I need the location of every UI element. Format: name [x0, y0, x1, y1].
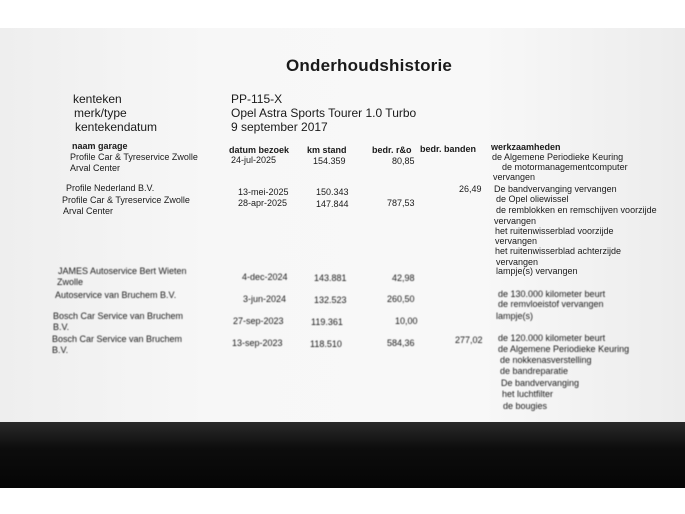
row-date: 27-sep-2023	[233, 316, 284, 326]
row-ro: 260,50	[387, 294, 415, 304]
row-work-line: de nokkenasverstelling	[500, 355, 592, 365]
row-garage-line: Profile Car & Tyreservice Zwolle	[70, 152, 198, 162]
row-work-line: het luchtfilter	[502, 389, 554, 399]
row-date: 28-apr-2025	[238, 198, 288, 208]
row-date: 13-mei-2025	[238, 187, 289, 197]
row-ro: 80,85	[392, 156, 415, 166]
row-garage-line: Arval Center	[63, 206, 114, 216]
row-ro: 584,36	[387, 338, 415, 348]
row-garage-line: Arval Center	[70, 163, 121, 173]
row-work-line: de 120.000 kilometer beurt	[498, 333, 606, 343]
document-page	[0, 28, 685, 428]
row-work-line: De bandvervanging vervangen	[494, 184, 617, 194]
row-work-line: de bougies	[503, 401, 548, 411]
label-kenteken: kenteken	[73, 92, 122, 106]
page-title: Onderhoudshistorie	[286, 56, 453, 75]
row-garage-line: Zwolle	[57, 277, 84, 287]
value-kenteken: PP-115-X	[231, 92, 283, 106]
label-kentekendatum: kentekendatum	[75, 120, 158, 134]
row-work-line: de Algemene Periodieke Keuring	[498, 344, 630, 354]
row-work-line: vervangen	[496, 257, 539, 267]
row-work-line: het ruitenwisserblad achterzijde	[495, 246, 622, 256]
row-date: 4-dec-2024	[242, 272, 288, 282]
row-work-line: lampje(s) vervangen	[496, 266, 578, 276]
row-garage-line: Profile Car & Tyreservice Zwolle	[62, 195, 190, 205]
row-work-line: de motormanagementcomputer	[502, 162, 628, 172]
row-work-line: de Opel oliewissel	[496, 194, 569, 204]
header-km: km stand	[307, 145, 347, 155]
row-work-line: lampje(s)	[496, 311, 534, 321]
row-work-line: de remblokken en remschijven voorzijde	[496, 205, 657, 215]
value-kentekendatum: 9 september 2017	[231, 120, 328, 134]
header-banden: bedr. banden	[420, 144, 477, 154]
row-km: 119.361	[311, 317, 343, 327]
row-work-line: de remvloeistof vervangen	[498, 299, 604, 309]
header-garage: naam garage	[72, 141, 128, 151]
row-banden: 26,49	[459, 184, 482, 194]
row-work-line: de Algemene Periodieke Keuring	[492, 152, 624, 162]
row-work-line: het ruitenwisserblad voorzijde	[495, 226, 614, 236]
row-km: 143.881	[314, 273, 347, 283]
row-garage-line: B.V.	[52, 345, 69, 355]
row-date: 24-jul-2025	[231, 155, 277, 165]
row-km: 132.523	[314, 295, 347, 305]
row-ro: 10,00	[395, 316, 418, 326]
row-work-line: De bandvervanging	[501, 378, 580, 388]
row-garage-line: JAMES Autoservice Bert Wieten	[58, 266, 187, 276]
header-ro: bedr. r&o	[372, 145, 412, 155]
row-ro: 787,53	[387, 198, 415, 208]
row-garage-line: B.V.	[53, 322, 70, 332]
row-km: 154.359	[313, 156, 346, 166]
row-work-line: vervangen	[493, 172, 536, 182]
label-merk-type: merk/type	[74, 106, 127, 120]
row-date: 13-sep-2023	[232, 338, 283, 348]
row-ro: 42,98	[392, 273, 415, 283]
row-km: 118.510	[310, 339, 342, 349]
row-garage-line: Profile Nederland B.V.	[66, 183, 155, 193]
header-date: datum bezoek	[229, 145, 290, 155]
row-work-line: de 130.000 kilometer beurt	[498, 289, 606, 299]
row-garage-line: Bosch Car Service van Bruchem	[53, 311, 184, 321]
dark-surface	[0, 422, 685, 488]
row-garage-line: Autoservice van Bruchem B.V.	[55, 290, 177, 300]
value-merk-type: Opel Astra Sports Tourer 1.0 Turbo	[231, 106, 417, 120]
row-date: 3-jun-2024	[243, 294, 287, 304]
row-work-line: vervangen	[495, 236, 538, 246]
row-work-line: de bandreparatie	[500, 366, 569, 376]
row-garage-line: Bosch Car Service van Bruchem	[52, 334, 183, 344]
header-work: werkzaamheden	[491, 142, 561, 152]
row-km: 150.343	[316, 187, 349, 197]
row-km: 147.844	[316, 199, 349, 209]
row-work-line: vervangen	[494, 216, 537, 226]
row-banden: 277,02	[455, 335, 483, 345]
